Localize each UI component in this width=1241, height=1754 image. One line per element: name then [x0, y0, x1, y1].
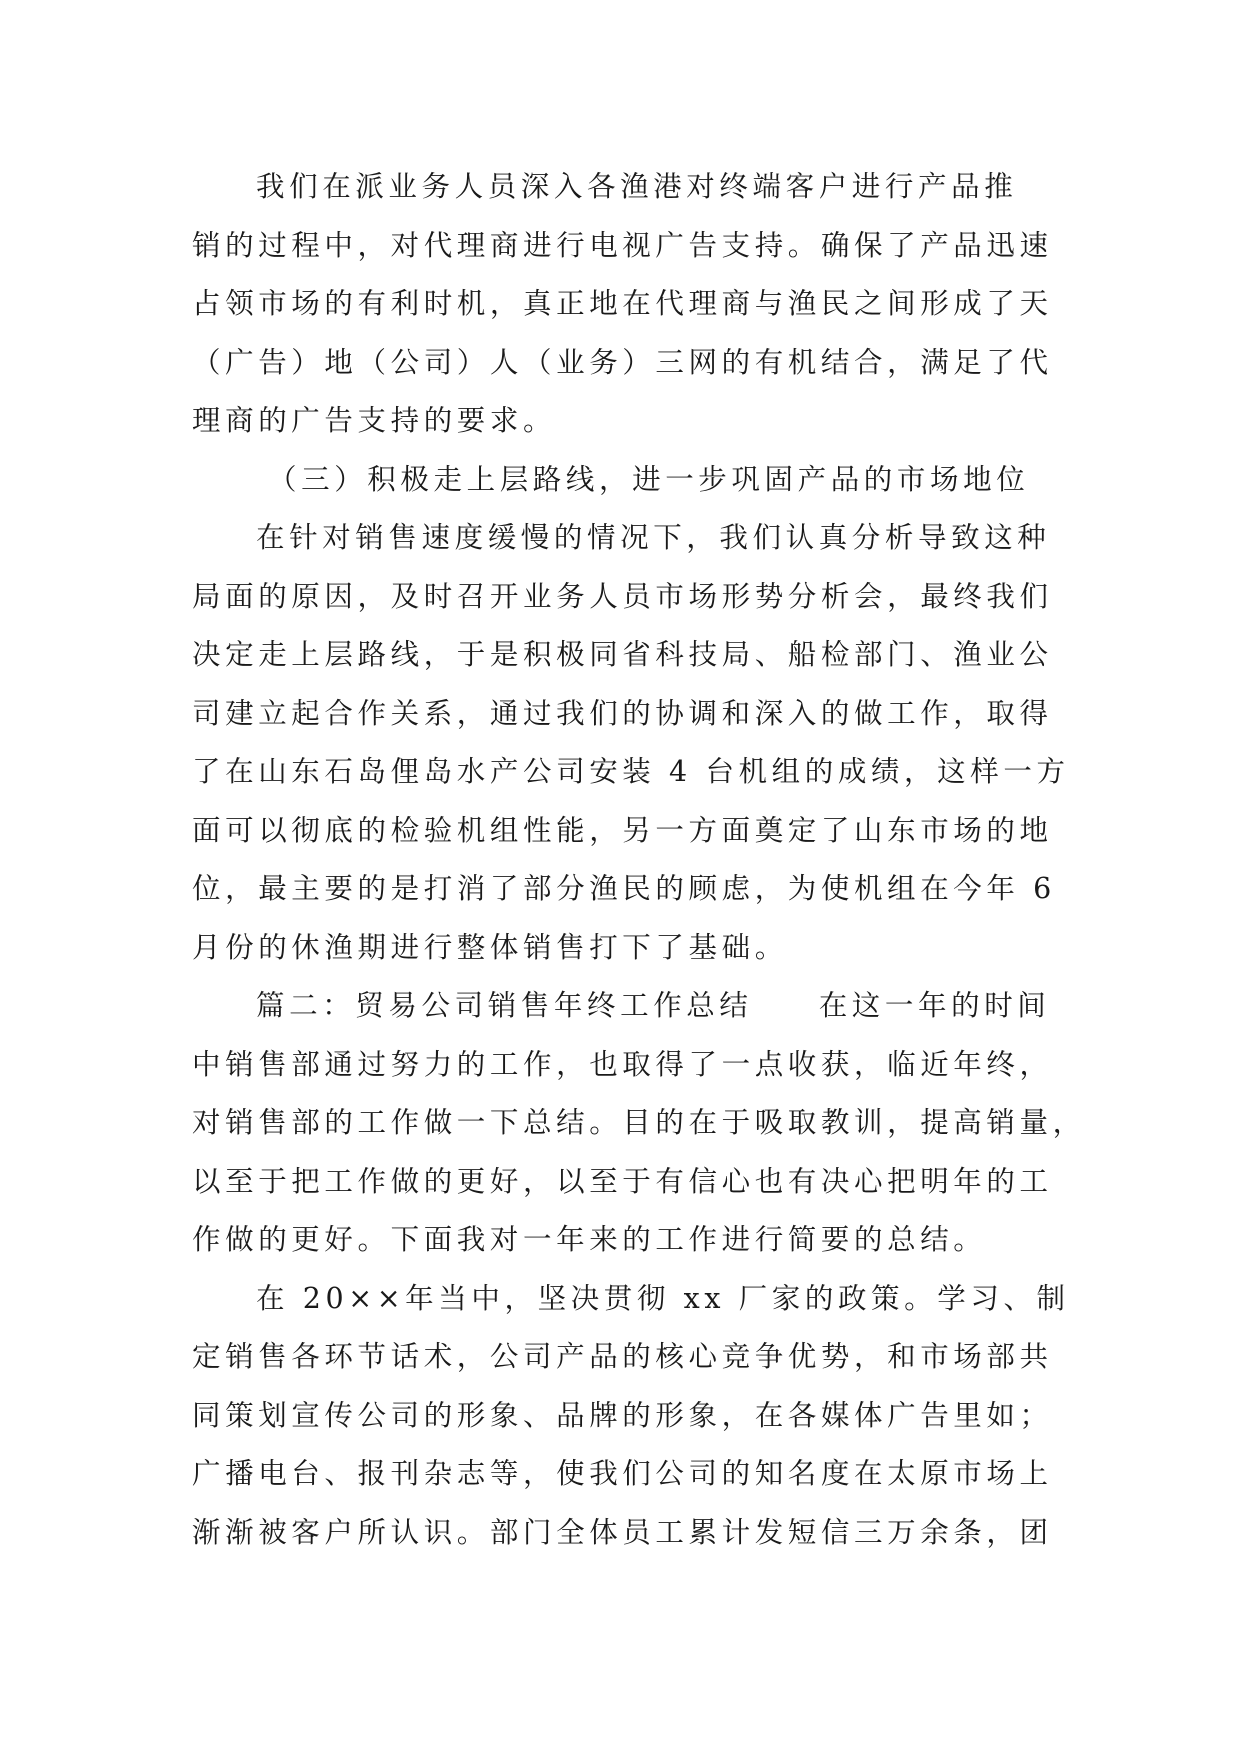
- paragraph-line: 司建立起合作关系，通过我们的协调和深入的做工作，取得: [192, 696, 1053, 730]
- paragraph-line: 定销售各环节话术，公司产品的核心竞争优势，和市场部共: [192, 1340, 1053, 1373]
- paragraph-line: （广告）地（公司）人（业务）三网的有机结合，满足了代: [192, 345, 1053, 379]
- paragraph-line: 篇二：贸易公司销售年终工作总结 在这一年的时间: [256, 989, 1051, 1022]
- paragraph-line: 局面的原因，及时召开业务人员市场形势分析会，最终我们: [192, 579, 1053, 613]
- paragraph-line: 同策划宣传公司的形象、品牌的形象，在各媒体广告里如；: [192, 1398, 1053, 1432]
- document-body: [192, 158, 1086, 1562]
- paragraph-line: 了在山东石岛俚岛水产公司安装 4 台机组的成绩，这样一方: [192, 755, 1070, 788]
- paragraph-line: 我们在派业务人员深入各渔港对终端客户进行产品推: [256, 170, 1018, 203]
- paragraph-line: 面可以彻底的检验机组性能，另一方面奠定了山东市场的地: [192, 813, 1053, 847]
- paragraph-line: 在针对销售速度缓慢的情况下，我们认真分析导致这种: [256, 521, 1051, 554]
- paragraph-line: 中销售部通过努力的工作，也取得了一点收获，临近年终，: [192, 1047, 1053, 1081]
- paragraph-line: 在 20××年当中，坚决贯彻 xx 厂家的政策。学习、制: [256, 1281, 1070, 1315]
- paragraph-line: 作做的更好。下面我对一年来的工作进行简要的总结。: [192, 1223, 987, 1256]
- paragraph-line: 理商的广告支持的要求。: [192, 404, 557, 437]
- paragraph-line: 月份的休渔期进行整体销售打下了基础。: [192, 930, 788, 964]
- paragraph-line: 决定走上层路线，于是积极同省科技局、船检部门、渔业公: [192, 638, 1053, 671]
- paragraph-line: 位，最主要的是打消了部分渔民的顾虑，为使机组在今年 6: [192, 872, 1056, 905]
- paragraph-line: 销的过程中，对代理商进行电视广告支持。确保了产品迅速: [192, 228, 1053, 262]
- paragraph-line: 渐渐被客户所认识。部门全体员工累计发短信三万余条，团: [192, 1515, 1053, 1549]
- section-heading: （三）积极走上层路线，进一步巩固产品的市场地位: [268, 462, 1030, 496]
- paragraph-line: 占领市场的有利时机，真正地在代理商与渔民之间形成了天: [192, 287, 1053, 320]
- paragraph-line: 对销售部的工作做一下总结。目的在于吸取教训，提高销量，: [192, 1106, 1086, 1139]
- paragraph-line: 广播电台、报刊杂志等，使我们公司的知名度在太原市场上: [192, 1457, 1053, 1490]
- paragraph-line: 以至于把工作做的更好，以至于有信心也有决心把明年的工: [192, 1164, 1053, 1198]
